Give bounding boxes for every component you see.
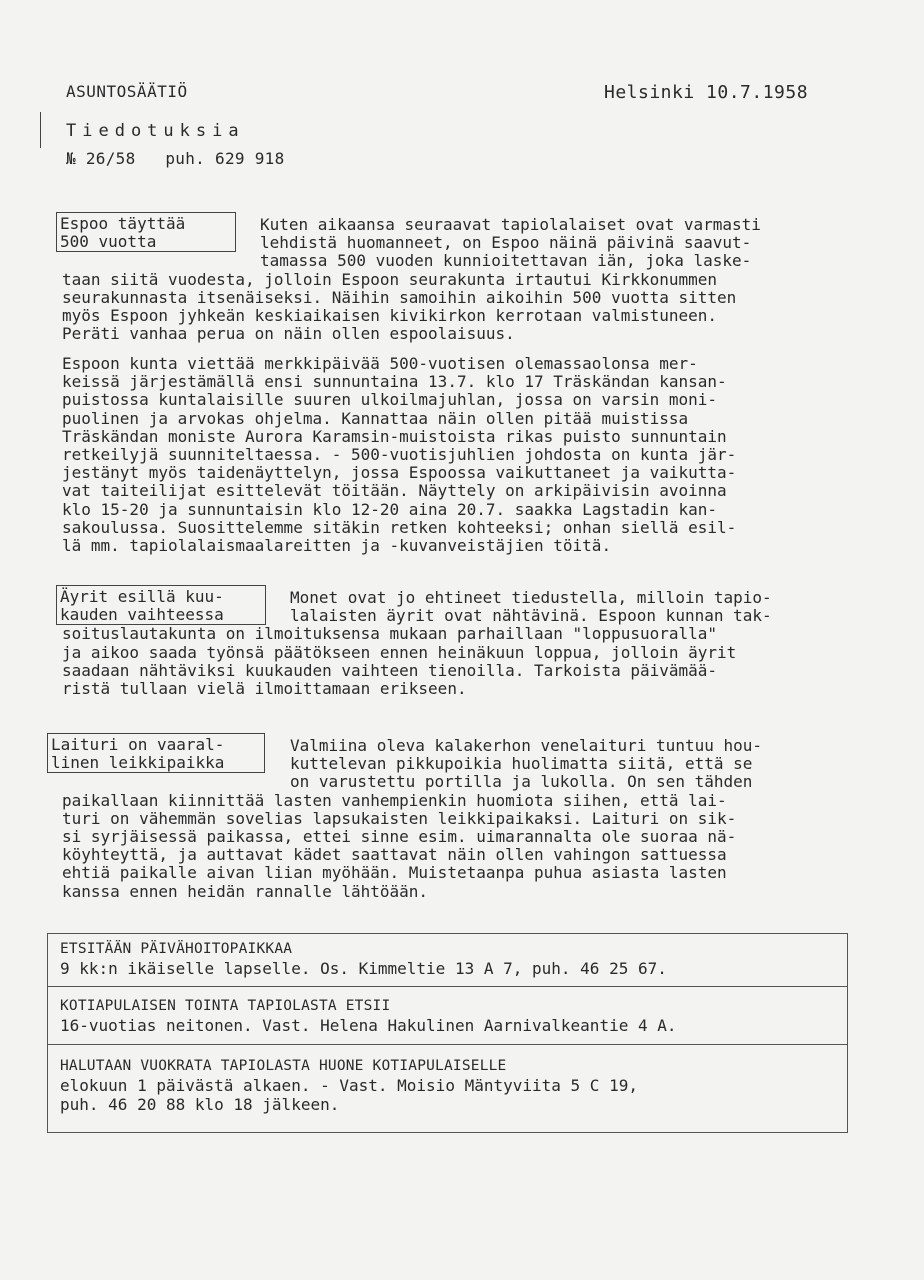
classified-ad [48,934,847,986]
phone-number: puh. 629 918 [165,149,285,168]
text-line: tamassa 500 vuoden kunnioitettavan iän, joka laske- [260,251,752,271]
text-line: myös Espoon jyhkeän keskiaikaisen kivikirkon kerrotaan valmistuneen. [62,306,718,326]
text-line: sakoulussa. Suosittelemme sitäkin retken kohteeksi; onhan siellä esil- [62,517,737,537]
text-line: lä mm. tapiolalaismaalareitten ja -kuvanveistäjien töitä. [62,536,612,556]
article-tax-lists [62,589,862,698]
article-pier-danger [51,735,862,901]
text-line: ehtiä paikalle aivan liian myöhään. Muistetaanpa puhua asiasta lasten [62,863,727,883]
classified-ad [48,1044,847,1131]
heading-line: 500 vuotta [60,232,157,251]
article-espoo-celebration [62,355,862,555]
ad-text: elokuun 1 päivästä alkaen. - Vast. Moisio Mäntyviita 5 C 19, [60,1076,638,1095]
ad-text: puh. 46 20 88 klo 18 jälkeen. [60,1095,340,1114]
classified-ad [48,986,847,1044]
text-line: paikallaan kiinnittää lasten vanhempienkin huomiota siihen, että lai- [62,790,727,810]
issue-number-and-phone [66,149,285,168]
text-line: Träskändan moniste Aurora Karamsin-muistoista rikas puisto sunnuntain [62,426,727,446]
text-line: retkeilyjä suunniteltaessa. - 500-vuotisjuhlien johdosta on kunta jär- [62,445,737,465]
text-line: lehdistä huomanneet, on Espoo näinä päivinä saavut- [260,233,752,253]
text-line: Kuten aikaansa seuraavat tapiolalaiset ovat varmasti [260,215,761,234]
article-espoo-500 [62,216,862,343]
text-line: saadaan nähtäviksi kuukauden vaihteen tienoilla. Tarkoista päivämää- [62,660,718,680]
heading-line: Laituri on vaaral- [51,735,225,754]
text-line: si syrjäisessä paikassa, ettei sinne esim. uimarannalta ole suoraa nä- [62,827,737,847]
text-line: soituslautakunta on ilmoituksensa mukaan parhaillaan "loppusuoralla" [62,624,718,644]
ad-text: 16-vuotias neitonen. Vast. Helena Hakulinen Aarnivalkeantie 4 A. [60,1016,677,1035]
text-line: puolinen ja arvokas ohjelma. Kannattaa näin ollen pitää muistissa [62,408,689,428]
bulletin-title: Tiedotuksia [66,121,245,141]
text-line: on varustettu portilla ja lukolla. On sen tähden [290,772,753,792]
heading-line: Espoo täyttää [60,214,186,233]
text-line: Monet ovat jo ehtineet tiedustella, milloin tapio- [290,588,772,607]
text-line: vat taiteilijat esittelevät töitään. Näyttely on arkipäivisin avoinna [62,481,727,501]
text-line: ristä tullaan vielä ilmoittamaan erikseen. [62,679,467,699]
text-line: seurakunnasta itsenäiseksi. Näihin samoihin aikoihin 500 vuotta sitten [62,287,737,307]
ad-text: 9 kk:n ikäiselle lapselle. Os. Kimmeltie 13 A 7, puh. 46 25 67. [60,959,667,978]
classified-ads-box [47,933,848,1133]
text-line: Espoon kunta viettää merkkipäivää 500-vuotisen olemassaolonsa mer- [62,354,698,373]
issue-number: № 26/58 [66,149,136,168]
ad-title: HALUTAAN VUOKRATA TAPIOLASTA HUONE KOTIAPULAISELLE [60,1058,507,1074]
heading-line: kauden vaihteessa [60,605,224,624]
text-line: lalaisten äyrit ovat nähtävinä. Espoon kunnan tak- [290,606,772,626]
text-line: kanssa ennen heidän rannalle lähtöään. [62,881,429,901]
place-and-date: Helsinki 10.7.1958 [604,82,809,103]
text-line: köyhteyttä, ja auttavat kädet saattavat näin ollen vahingon sattuessa [62,845,727,865]
text-line: klo 15-20 ja sunnuntaisin klo 12-20 aina 20.7. saakka Lagstadin kan- [62,499,718,519]
heading-line: Äyrit esillä kuu- [60,587,224,606]
article-heading-box [56,212,236,252]
organization-name: ASUNTOSÄÄTIÖ [66,82,188,101]
heading-line: linen leikkipaikka [51,753,225,772]
text-line: kuttelevan pikkupoikia huolimatta siitä, että se [290,754,753,774]
ad-title: ETSITÄÄN PÄIVÄHOITOPAIKKAA [60,941,293,957]
article-heading-box [56,585,266,625]
ad-title: KOTIAPULAISEN TOINTA TAPIOLASTA ETSII [60,998,391,1014]
text-line: turi on vähemmän sovelias lapsukaisten leikkipaikaksi. Laituri on sik- [62,808,737,828]
article-heading-box [47,733,265,773]
text-line: puistossa kuntalaisille suuren ulkoilmajuhlan, jossa on varsin moni- [62,390,718,410]
text-line: ja aikoo saada työnsä päätökseen ennen heinäkuun loppua, jolloin äyrit [62,642,737,662]
margin-bracket [40,112,47,148]
text-line: keissä järjestämällä ensi sunnuntaina 13.7. klo 17 Träskändan kansan- [62,372,727,392]
text-line: jestänyt myös taidenäyttelyn, jossa Espoossa vaikuttaneet ja vaikutta- [62,463,737,483]
text-line: taan siitä vuodesta, jolloin Espoon seurakunta irtautui Kirkkonummen [62,269,718,289]
text-line: Peräti vanhaa perua on näin ollen espoolaisuus. [62,324,515,344]
text-line: Valmiina oleva kalakerhon venelaituri tuntuu hou- [290,736,763,755]
